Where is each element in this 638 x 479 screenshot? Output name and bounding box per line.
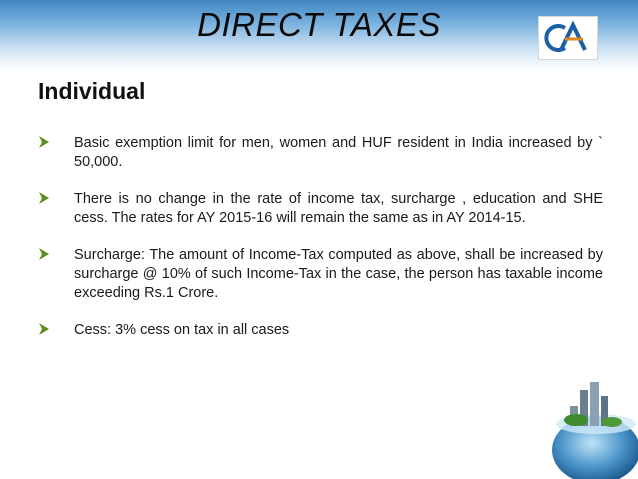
arrow-bullet-icon: [38, 323, 50, 335]
bullet-list: [38, 134, 603, 358]
ca-logo-icon: [538, 16, 598, 60]
bullet-item: [38, 134, 603, 172]
bullet-item: [38, 321, 603, 340]
bullet-text: There is no change in the rate of income tax, surcharge , education and SHE cess. The rates for AY 2015-16 will remain the same as in AY 2014-15.: [74, 191, 603, 226]
slide-title: DIRECT TAXES: [197, 6, 441, 43]
globe-buildings-icon: [540, 372, 638, 479]
arrow-bullet-icon: [38, 136, 50, 148]
svg-text:CA: CA: [539, 17, 541, 18]
bullet-item: [38, 190, 603, 228]
bullet-text: Cess: 3% cess on tax in all cases: [74, 322, 290, 338]
arrow-bullet-icon: [38, 248, 50, 260]
bullet-text: Basic exemption limit for men, women and HUF resident in India increased by ` 50,000.: [74, 135, 603, 170]
bullet-text: Surcharge: The amount of Income-Tax computed as above, shall be increased by surcharge @ 10% of such Income-Tax in the case, the person has taxable income exceeding Rs.1 Crore.: [74, 247, 603, 301]
bullet-item: [38, 246, 603, 303]
section-heading: Individual: [38, 78, 146, 104]
arrow-bullet-icon: [38, 192, 50, 204]
